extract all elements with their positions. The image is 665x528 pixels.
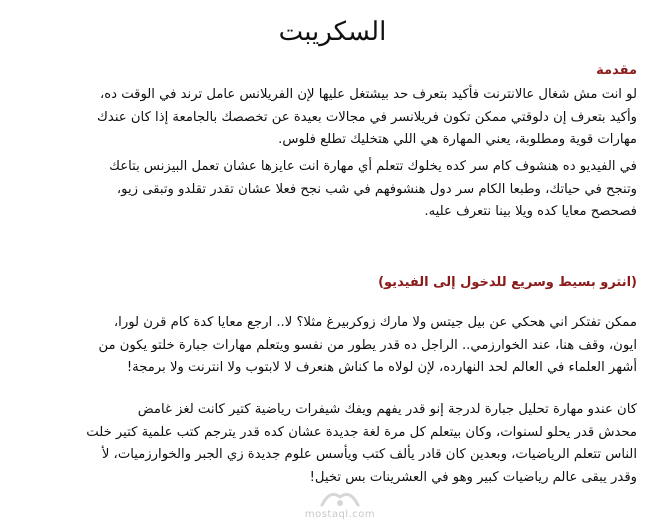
paragraph-story-1 [27, 312, 637, 380]
text-line: ايون، وقف هنا، عند الخوارزمي.. الراجل ده قدر يطور من نفسو ويتعلم مهارات جبارة خلتو يكون من [98, 337, 637, 353]
watermark [300, 485, 380, 523]
text-line: كان عندو مهارة تحليل جبارة لدرجة إنو قدر يفهم ويفك شيفرات رياضية كتير كانت لغز غامض [137, 402, 637, 417]
text-line: في الفيديو ده هنشوف كام سر كده يخلوك تتعلم أي مهارة انت عايزها عشان تعمل البيزنس بتاعك [109, 159, 637, 174]
text-line: مهارات قوية ومطلوبة، يعني المهارة هي اللي هتخليك تطلع فلوس. [278, 132, 637, 147]
text-line: وتنجح في حياتك، وطبعا الكام سر دول هنشوفهم في شب نجح فعلا عشان تقدر تقلدو وتبقى زيو، [116, 181, 637, 197]
section-heading-intro: مقدمة [596, 63, 637, 78]
text-line: أشهر العلماء في العالم لحد النهارده، لإن لولاه ما كناش هنعرف لا لابتوب ولا انترنت ولا برمجة! [126, 360, 637, 375]
text-line: وأكيد بتعرف إن دلوقتي ممكن تكون فريلانسر في مجالات بعيدة عن تخصصك بالجامعة إذا كان عندك [97, 109, 637, 125]
watermark-logo-icon [300, 485, 380, 511]
paragraph-intro-1 [27, 84, 637, 152]
text-line: فصحصح معايا كده ويلا بينا نتعرف عليه. [424, 204, 637, 219]
text-line: لو انت مش شغال عالانترنت فأكيد بتعرف حد بيشتغل عليها لإن الفريلانس عامل ترند في الوقت ده، [99, 87, 637, 102]
section-heading-video-intro: (انترو بسيط وسريع للدخول إلى الفيديو) [378, 275, 637, 290]
text-line: ممكن تفتكر اني هحكي عن بيل جيتس ولا مارك زوكربيرغ مثلا؟ لا.. ارجع معايا كدة كام قرن لورا، [113, 315, 637, 330]
watermark-text: mostaql.com [304, 509, 376, 520]
paragraph-story-2 [27, 399, 637, 489]
text-line: الناس تتعلم الرياضيات، وبعدين كان قادر يألف كتب ويأسس علوم جديدة زي الجبر والخوارزميات، لأ [101, 447, 637, 462]
text-line: محدش قدر يحلو لسنوات، وكان بيتعلم كل مرة لغة جديدة عشان كده قدر يترجم كتب علمية كتير خلت [86, 424, 637, 440]
document-title: السكريبت [278, 17, 387, 47]
paragraph-intro-2 [27, 156, 637, 224]
text-line: وقدر يبقى عالم رياضيات كبير وهو في العشرينات بس تخيل! [309, 469, 637, 485]
